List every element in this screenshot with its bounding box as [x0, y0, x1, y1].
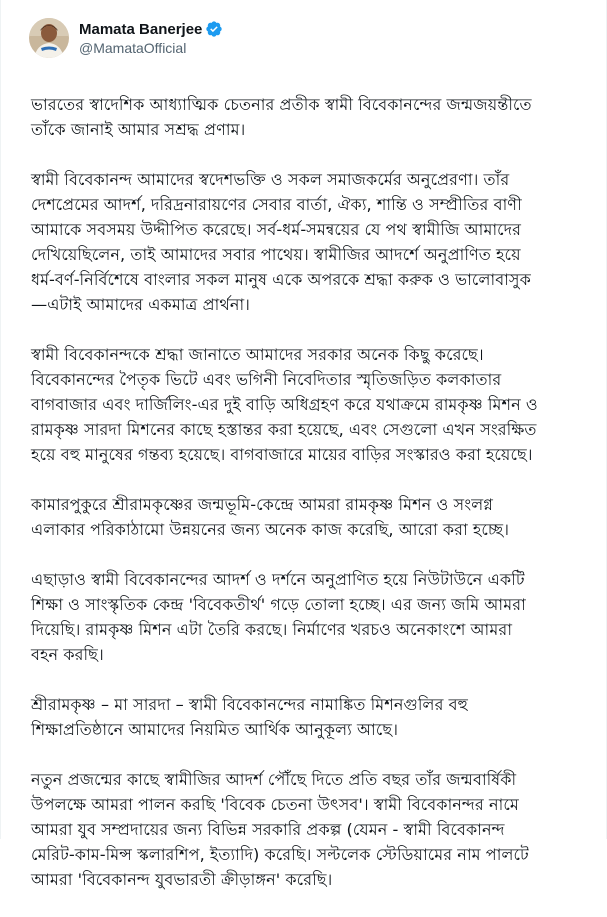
tweet-text	[31, 92, 601, 917]
tweet-header	[29, 12, 223, 64]
verified-badge-icon[interactable]	[205, 20, 223, 38]
tweet-paragraph: ভারতের স্বাদেশিক আধ্যাত্মিক চেতনার প্রতীক স্বামী বিবেকানন্দের জন্মজয়ন্তীতে তাঁকে জানাই আমার সশ্রদ্ধ প্রণাম।	[31, 95, 532, 139]
profile-photo-icon[interactable]	[29, 18, 69, 58]
author-name-row	[79, 20, 223, 39]
author-display-name[interactable]: Mamata Banerjee	[79, 20, 203, 38]
tweet-paragraph: শ্রীরামকৃষ্ণ – মা সারদা – স্বামী বিবেকানন্দের নামাঙ্কিত মিশনগুলির বহু শিক্ষাপ্রতিষ্ঠানে আমাদের নিয়মিত আর্থিক আনুকূল্য আছে।	[31, 695, 468, 739]
author-block	[79, 20, 223, 57]
tweet-paragraph: এছাড়াও স্বামী বিবেকানন্দের আদর্শ ও দর্শনে অনুপ্রাণিত হয়ে নিউটাউনে একটি শিক্ষা ও সাংস্কৃতিক কেন্দ্র 'বিবেকতীর্থ' গড়ে তোলা হচ্ছে। এর জন্য জমি আমরা দিয়েছি। রামকৃষ্ণ মিশন এটা তৈরি করছে। নির্মাণের খরচও অনেকাংশে আমরা বহন করছি।	[31, 570, 526, 664]
tweet-paragraph: নতুন প্রজন্মের কাছে স্বামীজির আদর্শ পৌঁছে দিতে প্রতি বছর তাঁর জন্মবার্ষিকী উপলক্ষে আমরা পালন করছি 'বিবেক চেতনা উৎসব'। স্বামী বিবেকানন্দর নামে আমরা যুব সম্প্রদায়ের জন্য বিভিন্ন সরকারি প্রকল্প (যেমন - স্বামী বিবেকানন্দ মেরিট-কাম-মিন্স স্কলারশিপ, ইত্যাদি) করেছি। সল্টলেক স্টেডিয়ামের নাম পালটে আমরা 'বিবেকানন্দ যুবভারতী ক্রীড়াঙ্গন' করেছি।	[31, 770, 529, 889]
tweet-paragraph: স্বামী বিবেকানন্দকে শ্রদ্ধা জানাতে আমাদের সরকার অনেক কিছু করেছে। বিবেকানন্দের পৈতৃক ভিটে এবং ভগিনী নিবেদিতার স্মৃতিজড়িত কলকাতার বাগবাজার এবং দার্জিলিং-এর দুই বাড়ি অধিগ্রহণ করে যথাক্রমে রামকৃষ্ণ মিশন ও রামকৃষ্ণ সারদা মিশনের কাছে হস্তান্তর করা হয়েছে, এবং সেগুলো এখন সংরক্ষিত হয়ে বহু মানুষের গন্তব্য হয়েছে। বাগবাজারে মায়ের বাড়ির সংস্কারও করা হয়েছে।	[31, 345, 538, 464]
author-handle[interactable]: @MamataOfficial	[79, 39, 187, 56]
tweet-paragraph: স্বামী বিবেকানন্দ আমাদের স্বদেশভক্তি ও সকল সমাজকর্মের অনুপ্রেরণা। তাঁর দেশপ্রেমের আদর্শ, দরিদ্রনারায়ণের সেবার বার্তা, ঐক্য, শান্তি ও সম্প্রীতির বাণী আমাকে সবসময় উদ্দীপিত করেছে। সর্ব-ধর্ম-সমন্বয়ের যে পথ স্বামীজি আমাদের দেখিয়েছিলেন, তাই আমাদের সবার পাথেয়। স্বামীজির আদর্শে অনুপ্রাণিত হয়ে ধর্ম-বর্ণ-নির্বিশেষে বাংলার সকল মানুষ একে অপরকে শ্রদ্ধা করুক ও ভালোবাসুক —এটাই আমাদের একমাত্র প্রার্থনা।	[31, 170, 531, 314]
tweet-paragraph: কামারপুকুরে শ্রীরামকৃষ্ণের জন্মভূমি-কেন্দ্রে আমরা রামকৃষ্ণ মিশন ও সংলগ্ন এলাকার পরিকাঠামো উন্নয়নের জন্য অনেক কাজ করেছি, আরো করা হচ্ছে।	[31, 495, 510, 539]
